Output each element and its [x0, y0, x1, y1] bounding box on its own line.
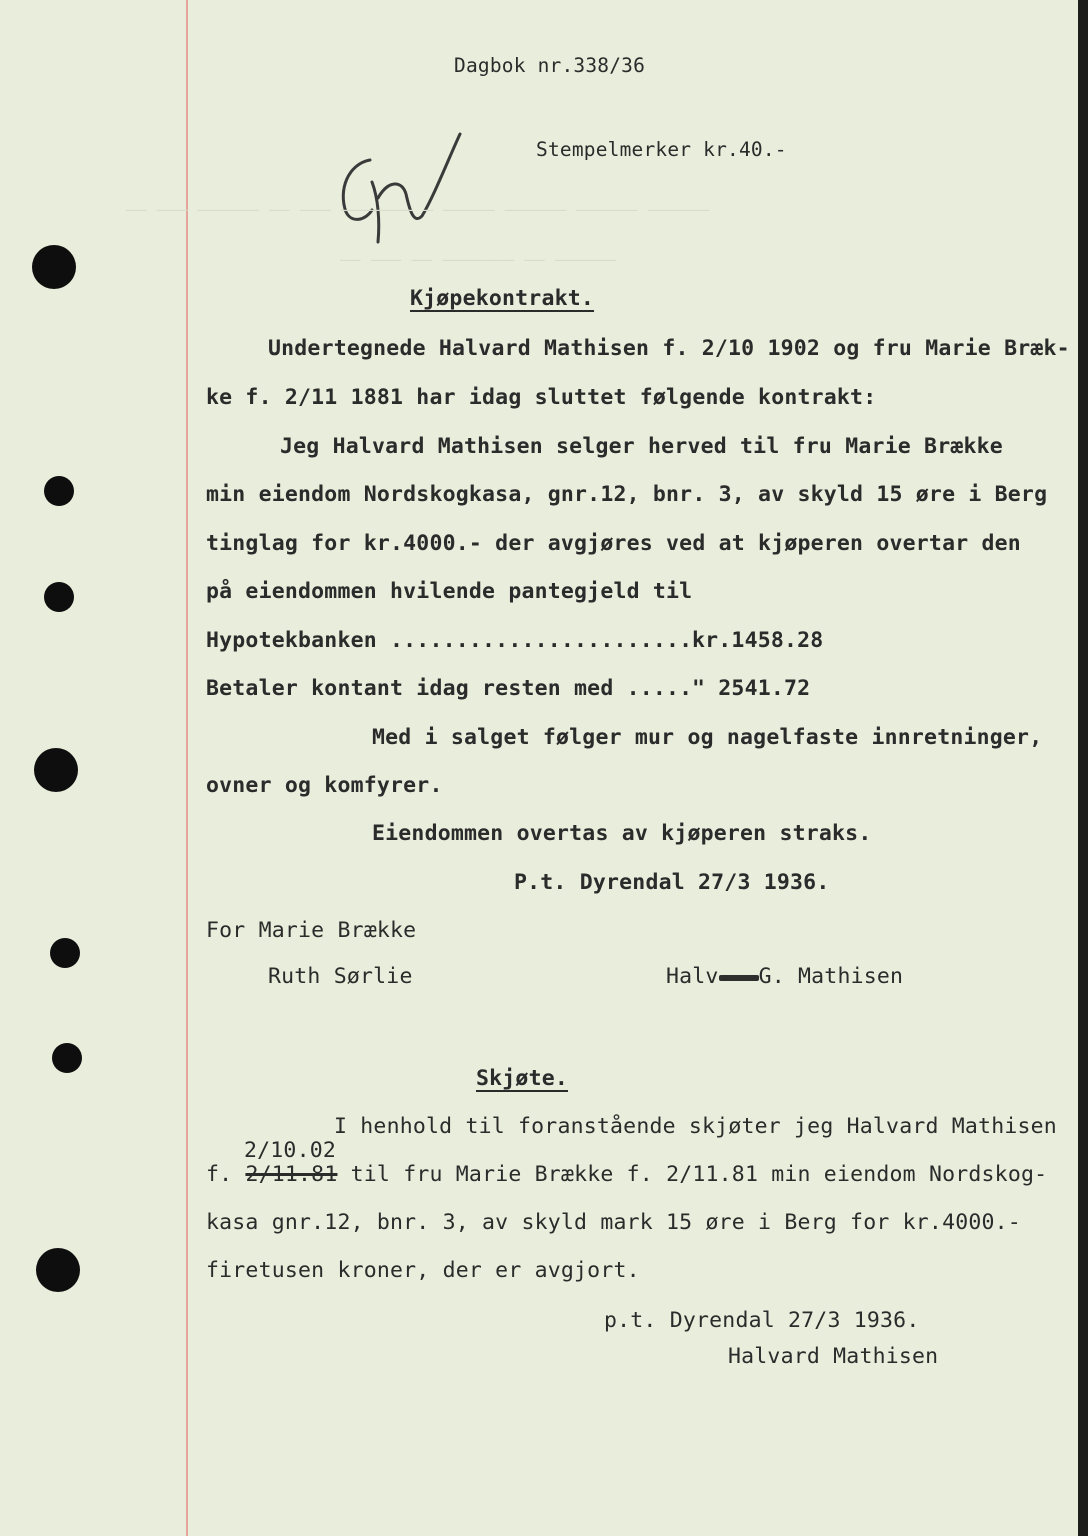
deed-line: I henhold til foranstående skjøter jeg Halvard Mathisen — [334, 1114, 1057, 1139]
contract-line: tinglag for kr.4000.- der avgjøres ved at kjøperen overtar den — [206, 531, 1021, 556]
payment-label: Betaler kontant idag resten med ..... — [206, 676, 693, 701]
contract-line: ke f. 2/11 1881 har idag sluttet følgende kontrakt: — [206, 385, 877, 410]
place-date: P.t. Dyrendal 27/3 1936. — [514, 870, 830, 895]
payment-label: Hypotekbanken ....................... — [206, 628, 693, 653]
payment-amount: kr.1458.28 — [692, 628, 824, 653]
punch-hole — [44, 476, 74, 506]
punch-hole — [50, 938, 80, 968]
bleed-through: —— ——— —————— —— ——— ——————— — ————— —————— —————— —————— — [126, 200, 710, 220]
margin-rule — [186, 0, 188, 1536]
deed-place-date: p.t. Dyrendal 27/3 1936. — [604, 1308, 920, 1333]
stamp-duty: Stempelmerker kr.40.- — [536, 138, 787, 161]
initials-signature — [318, 120, 478, 260]
contract-line: ovner og komfyrer. — [206, 773, 443, 798]
deed-signature: Halvard Mathisen — [728, 1344, 939, 1369]
contract-line: på eiendommen hvilende pantegjeld til — [206, 579, 693, 604]
bleed-through: —— ——— —— ——————— —— —————— — [340, 250, 617, 270]
punch-hole — [36, 1248, 80, 1292]
struck-text — [719, 969, 759, 985]
signature-right: Halv G. Mathisen — [666, 964, 904, 989]
contract-line: Eiendommen overtas av kjøperen straks. — [372, 821, 872, 846]
contract-line: min eiendom Nordskogkasa, gnr.12, bnr. 3, av skyld 15 øre i Berg — [206, 482, 1048, 507]
contract-line: Jeg Halvard Mathisen selger herved til fru Marie Brække — [280, 434, 1003, 459]
contract-line: Undertegnede Halvard Mathisen f. 2/10 1902 og fru Marie Bræk- — [268, 336, 1070, 361]
payment-amount: " 2541.72 — [692, 676, 811, 701]
deed-line: firetusen kroner, der er avgjort. — [206, 1258, 640, 1283]
punch-hole — [44, 582, 74, 612]
dagbok-number: Dagbok nr.338/36 — [454, 54, 646, 77]
contract-title: Kjøpekontrakt. — [410, 286, 595, 311]
deed-line: kasa gnr.12, bnr. 3, av skyld mark 15 øre i Berg for kr.4000.- — [206, 1210, 1021, 1235]
punch-hole — [52, 1043, 82, 1073]
punch-hole — [34, 748, 78, 792]
deed-line: f. 2/11.81 til fru Marie Brække f. 2/11.81 min eiendom Nordskog- — [206, 1162, 1048, 1187]
signature-left: Ruth Sørlie — [268, 964, 413, 989]
deed-correction: 2/10.02 — [244, 1138, 337, 1163]
for-line: For Marie Brække — [206, 918, 417, 943]
contract-line: Med i salget følger mur og nagelfaste innretninger, — [372, 725, 1043, 750]
punch-hole — [32, 245, 76, 289]
deed-title: Skjøte. — [476, 1066, 569, 1091]
